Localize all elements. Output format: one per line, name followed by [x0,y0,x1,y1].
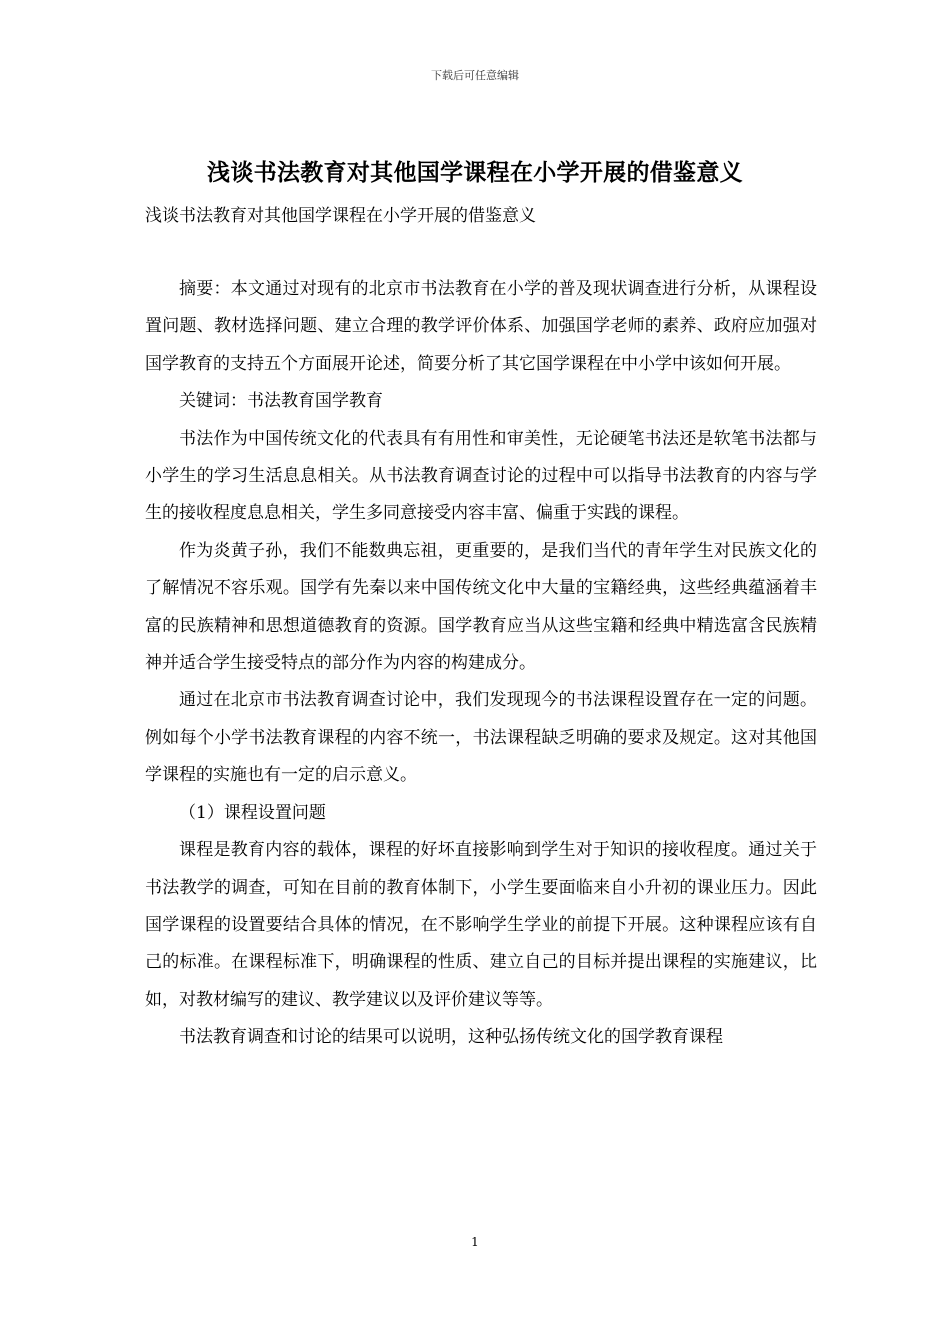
document-title: 浅谈书法教育对其他国学课程在小学开展的借鉴意义 [207,159,743,186]
body-paragraph: 书法教育调查和讨论的结果可以说明，这种弘扬传统文化的国学教育课程 [179,1027,723,1048]
page-number: 1 [471,1235,479,1249]
body-paragraph: 通过在北京市书法教育调查讨论中，我们发现现今的书法课程设置存在一定的问题。例如每个小学书法教育课程的内容不统一，书法课程缺乏明确的要求及规定。这对其他国学课程的实施也有一定的启示意义。 [145,690,817,786]
document-body [145,271,817,1057]
keywords-paragraph: 关键词：书法教育国学教育 [179,391,383,412]
abstract-paragraph: 摘要：本文通过对现有的北京市书法教育在小学的普及现状调查进行分析，从课程设置问题、教材选择问题、建立合理的教学评价体系、加强国学老师的素养、政府应加强对国学教育的支持五个方面展开论述，简要分析了其它国学课程在中小学中该如何开展。 [145,279,817,374]
body-paragraph: 作为炎黄子孙，我们不能数典忘祖，更重要的，是我们当代的青年学生对民族文化的了解情况不容乐观。国学有先秦以来中国传统文化中大量的宝籍经典，这些经典蕴涵着丰富的民族精神和思想道德教育的资源。国学教育应当从这些宝籍和经典中精选富含民族精神并适合学生接受特点的部分作为内容的构建成分。 [145,540,817,674]
section-heading: （1）课程设置问题 [179,802,326,823]
document-subtitle: 浅谈书法教育对其他国学课程在小学开展的借鉴意义 [145,206,536,226]
header-note: 下载后可任意编辑 [431,69,519,82]
body-paragraph: 书法作为中国传统文化的代表具有有用性和审美性，无论硬笔书法还是软笔书法都与小学生的学习生活息息相关。从书法教育调查讨论的过程中可以指导书法教育的内容与学生的接收程度息息相关，学生多同意接受内容丰富、偏重于实践的课程。 [145,428,817,524]
body-paragraph: 课程是教育内容的载体，课程的好坏直接影响到学生对于知识的接收程度。通过关于书法教学的调查，可知在目前的教育体制下，小学生要面临来自小升初的课业压力。因此国学课程的设置要结合具体的情况，在不影响学生学业的前提下开展。这种课程应该有自己的标准。在课程标准下，明确课程的性质、建立自己的目标并提出课程的实施建议，比如，对教材编写的建议、教学建议以及评价建议等等。 [145,840,817,1010]
